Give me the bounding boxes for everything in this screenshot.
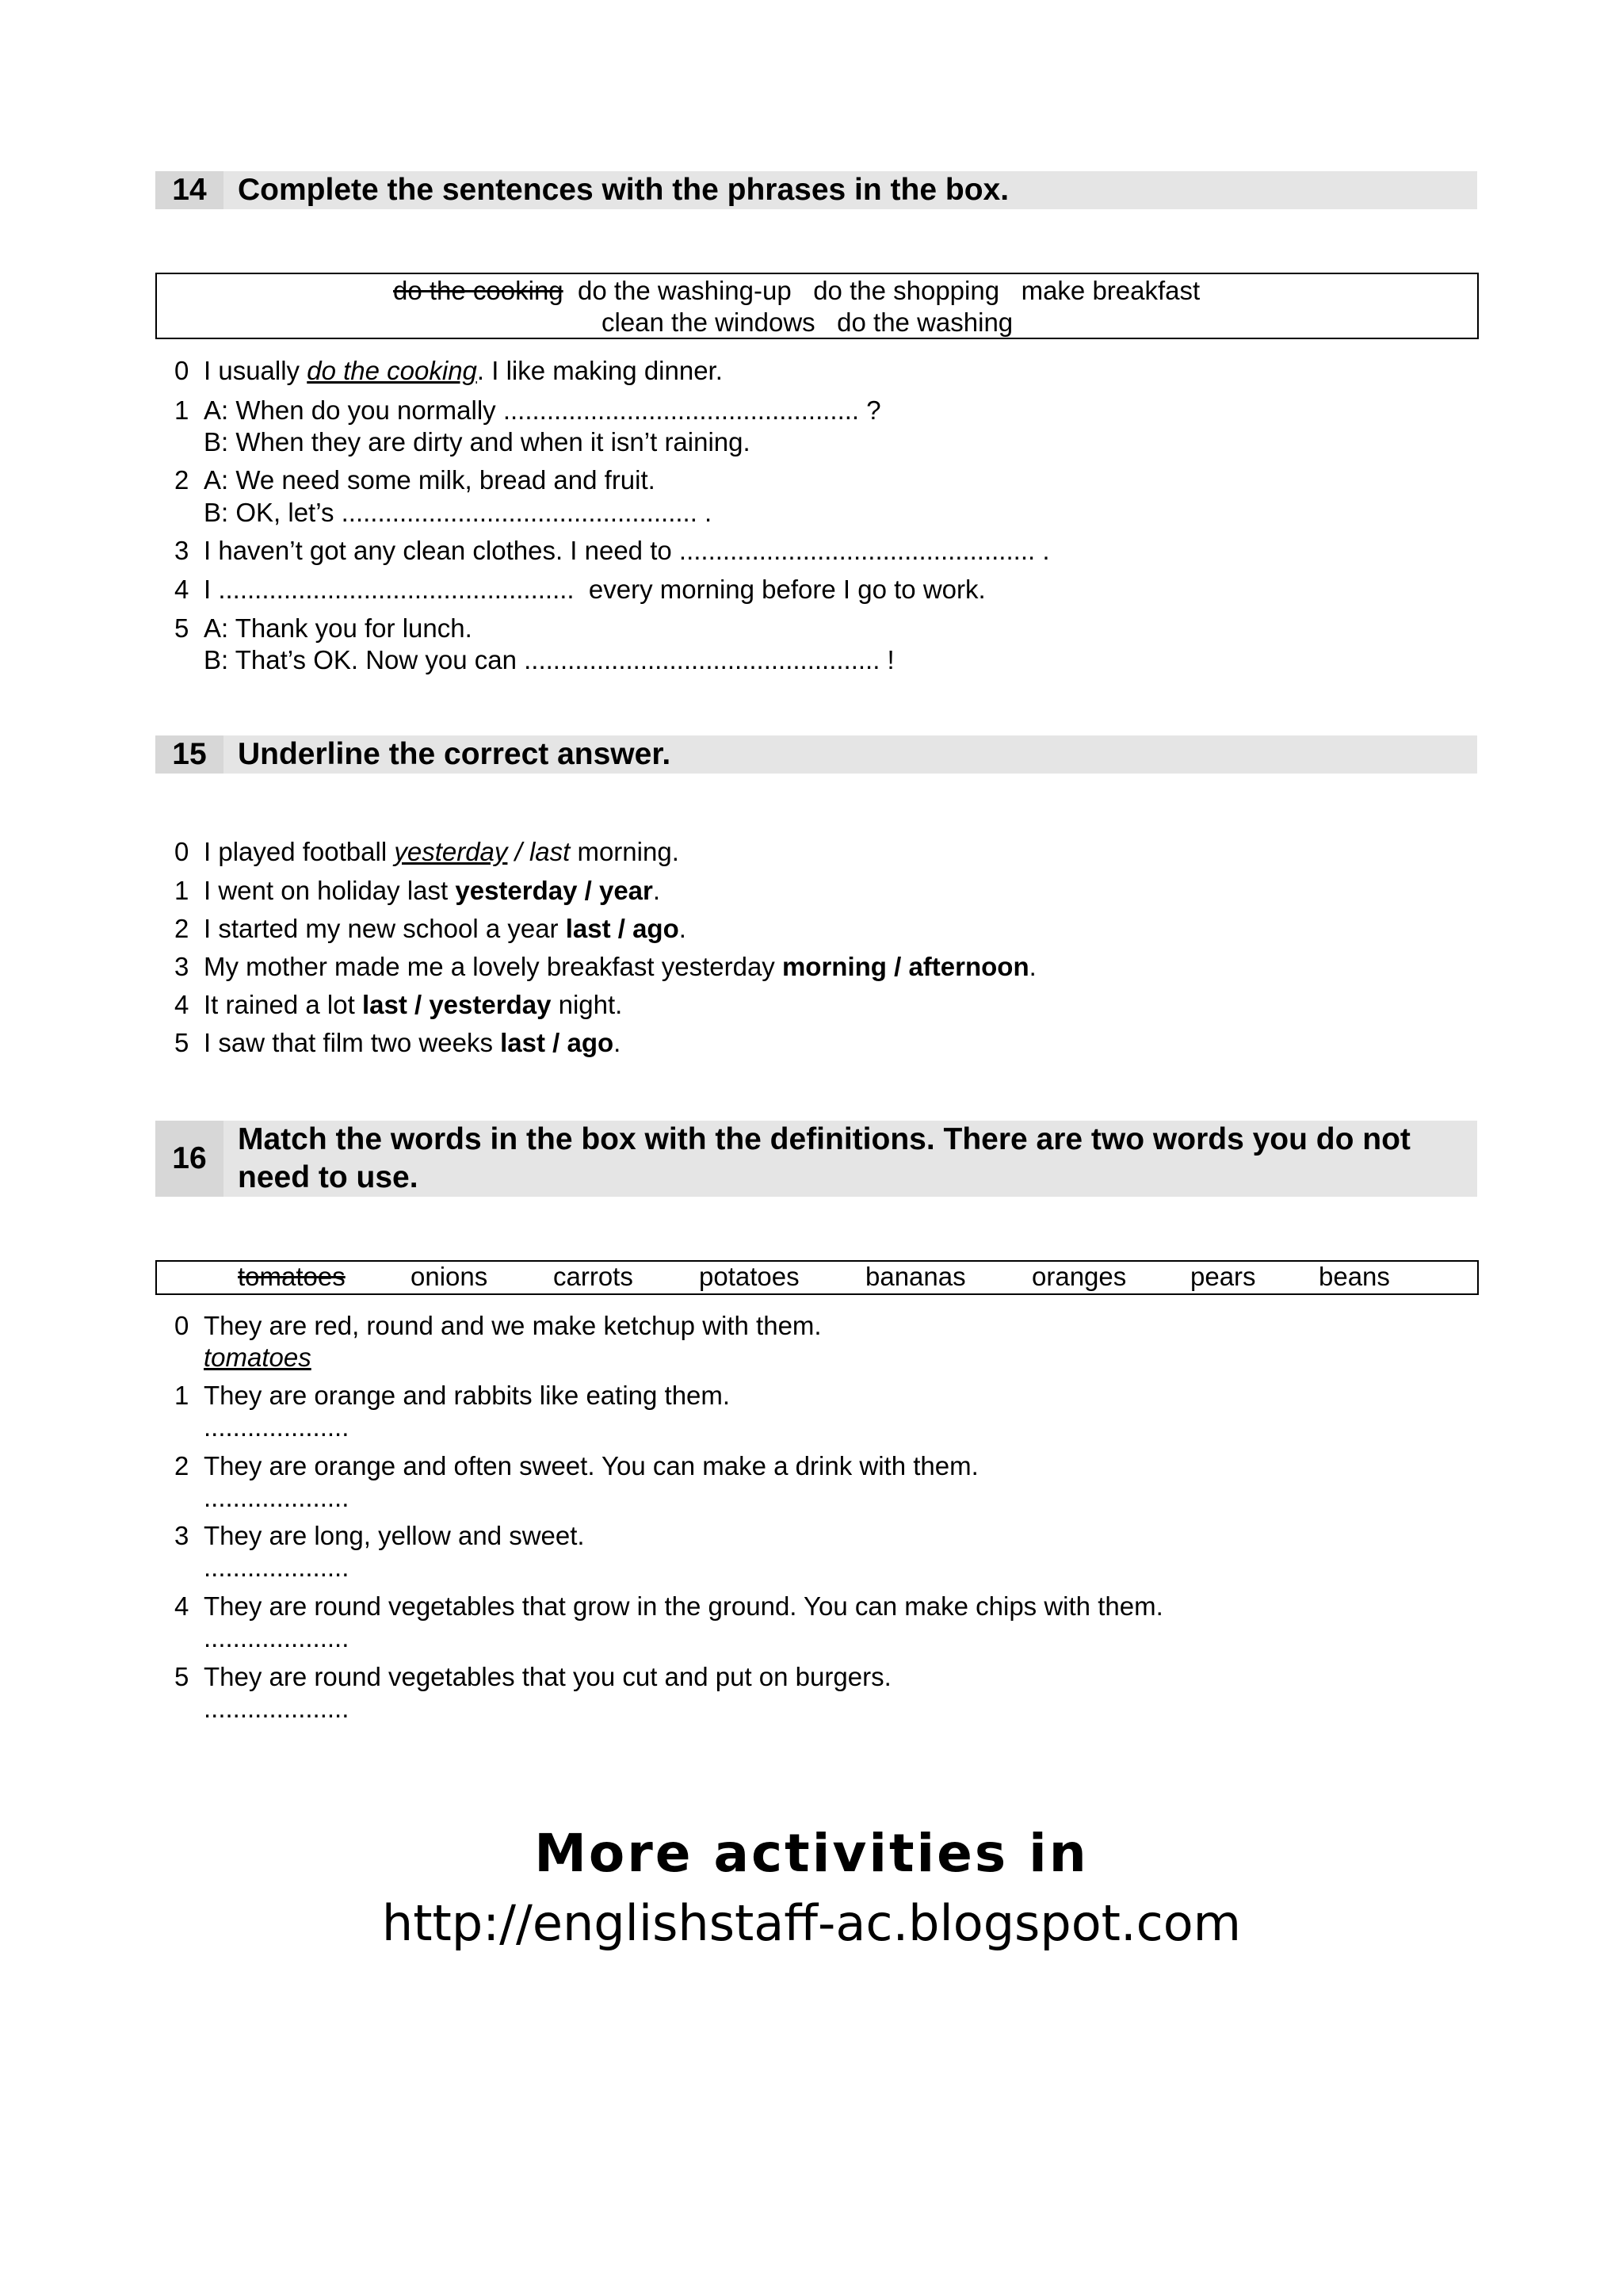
item-number: 3 — [174, 952, 189, 981]
answer-options[interactable]: last / ago — [565, 914, 679, 943]
item-number: 3 — [174, 1521, 189, 1550]
item-5-line-a: A: Thank you for lunch. — [204, 613, 472, 643]
word: beans — [1319, 1262, 1390, 1291]
item-4-line-a: I ................................................. every morning before I go to work. — [204, 575, 986, 604]
item-2-line-a: A: We need some milk, bread and fruit. — [204, 465, 655, 495]
exercise-number: 16 — [155, 1121, 223, 1197]
item-number: 5 — [174, 613, 189, 643]
footer-link[interactable]: http://englishstaff-ac.blogspot.com — [381, 1894, 1242, 1952]
item-3-sentence: My mother made me a lovely breakfast yesterday morning / afternoon. — [204, 952, 1037, 981]
item-number: 4 — [174, 1591, 189, 1621]
item-3-line-a: I haven’t got any clean clothes. I need to ................................................. . — [204, 536, 1050, 565]
item-1-line-a: A: When do you normally ................................................. ? — [204, 395, 881, 425]
answer-options[interactable]: yesterday / year — [455, 876, 653, 905]
example-phrase: do the cooking — [393, 276, 563, 305]
phrase-box-row-2: clean the windows do the washing — [601, 308, 1014, 337]
item-5-sentence: I saw that film two weeks last / ago. — [204, 1028, 621, 1057]
word-example: tomatoes — [238, 1262, 346, 1291]
exercise-number: 14 — [155, 171, 223, 209]
exercise-16-header — [155, 1121, 1477, 1197]
item-number: 4 — [174, 575, 189, 604]
item-2-line-b: B: OK, let’s ................................................. . — [204, 498, 712, 527]
word-box — [155, 1260, 1479, 1295]
definition-3: They are long, yellow and sweet. — [204, 1521, 585, 1550]
word: carrots — [553, 1262, 633, 1291]
exercise-14-header — [155, 171, 1477, 209]
definition-5: They are round vegetables that you cut and put on burgers. — [204, 1662, 892, 1691]
answer-blank[interactable]: .................... — [204, 1694, 349, 1723]
word: onions — [411, 1262, 488, 1291]
answer-options[interactable]: last / yesterday — [361, 990, 552, 1019]
item-0-sentence: I usually do the cooking. I like making dinner. — [204, 356, 723, 385]
item-0-sentence: I played football yesterday / last morning. — [204, 837, 679, 866]
definition-4: They are round vegetables that grow in the ground. You can make chips with them. — [204, 1591, 1163, 1621]
item-number: 5 — [174, 1028, 189, 1057]
wrong-option: last — [529, 837, 571, 866]
item-number: 0 — [174, 1311, 189, 1340]
definition-0: They are red, round and we make ketchup with them. — [204, 1311, 822, 1340]
word: pears — [1190, 1262, 1256, 1291]
correct-option: yesterday — [394, 837, 508, 866]
answer-blank[interactable]: .................... — [204, 1483, 349, 1512]
item-number: 4 — [174, 990, 189, 1019]
answer-blank[interactable]: .................... — [204, 1623, 349, 1652]
phrase-box-row-1 — [393, 275, 1200, 307]
item-1-line-b: B: When they are dirty and when it isn’t raining. — [204, 427, 750, 457]
answer-options[interactable]: morning / afternoon — [781, 952, 1029, 981]
item-number: 2 — [174, 914, 189, 943]
example-answer: tomatoes — [204, 1343, 311, 1372]
item-4-sentence: It rained a lot last / yesterday night. — [204, 990, 623, 1019]
item-number: 2 — [174, 465, 189, 495]
example-answer: do the cooking — [307, 356, 477, 385]
item-number: 1 — [174, 1381, 189, 1410]
item-number: 1 — [174, 395, 189, 425]
word: bananas — [865, 1262, 966, 1291]
item-number: 3 — [174, 536, 189, 565]
item-number: 5 — [174, 1662, 189, 1691]
footer-promo: More activities in — [534, 1823, 1089, 1884]
answer-blank[interactable]: .................... — [204, 1412, 349, 1442]
phrase-box — [155, 273, 1479, 339]
exercise-number: 15 — [155, 735, 223, 774]
item-5-line-b: B: That’s OK. Now you can ................................................. ! — [204, 645, 895, 674]
answer-blank[interactable]: .................... — [204, 1553, 349, 1582]
item-2-sentence: I started my new school a year last / ago. — [204, 914, 686, 943]
item-1-sentence: I went on holiday last yesterday / year. — [204, 876, 661, 905]
exercise-title: Underline the correct answer. — [238, 737, 671, 771]
definition-1: They are orange and rabbits like eating them. — [204, 1381, 731, 1410]
definition-2: They are orange and often sweet. You can make a drink with them. — [204, 1451, 979, 1480]
phrase-list: do the washing-up do the shopping make breakfast — [578, 276, 1201, 305]
answer-options[interactable]: last / ago — [500, 1028, 614, 1057]
item-number: 1 — [174, 876, 189, 905]
item-number: 2 — [174, 1451, 189, 1480]
exercise-title: Match the words in the box with the definitions. There are two words you do not need to use. — [238, 1122, 1411, 1194]
exercise-title: Complete the sentences with the phrases in the box. — [238, 173, 1010, 207]
item-number: 0 — [174, 356, 189, 385]
item-number: 0 — [174, 837, 189, 866]
word: potatoes — [699, 1262, 800, 1291]
word: oranges — [1032, 1262, 1127, 1291]
exercise-15-header — [155, 735, 1477, 774]
